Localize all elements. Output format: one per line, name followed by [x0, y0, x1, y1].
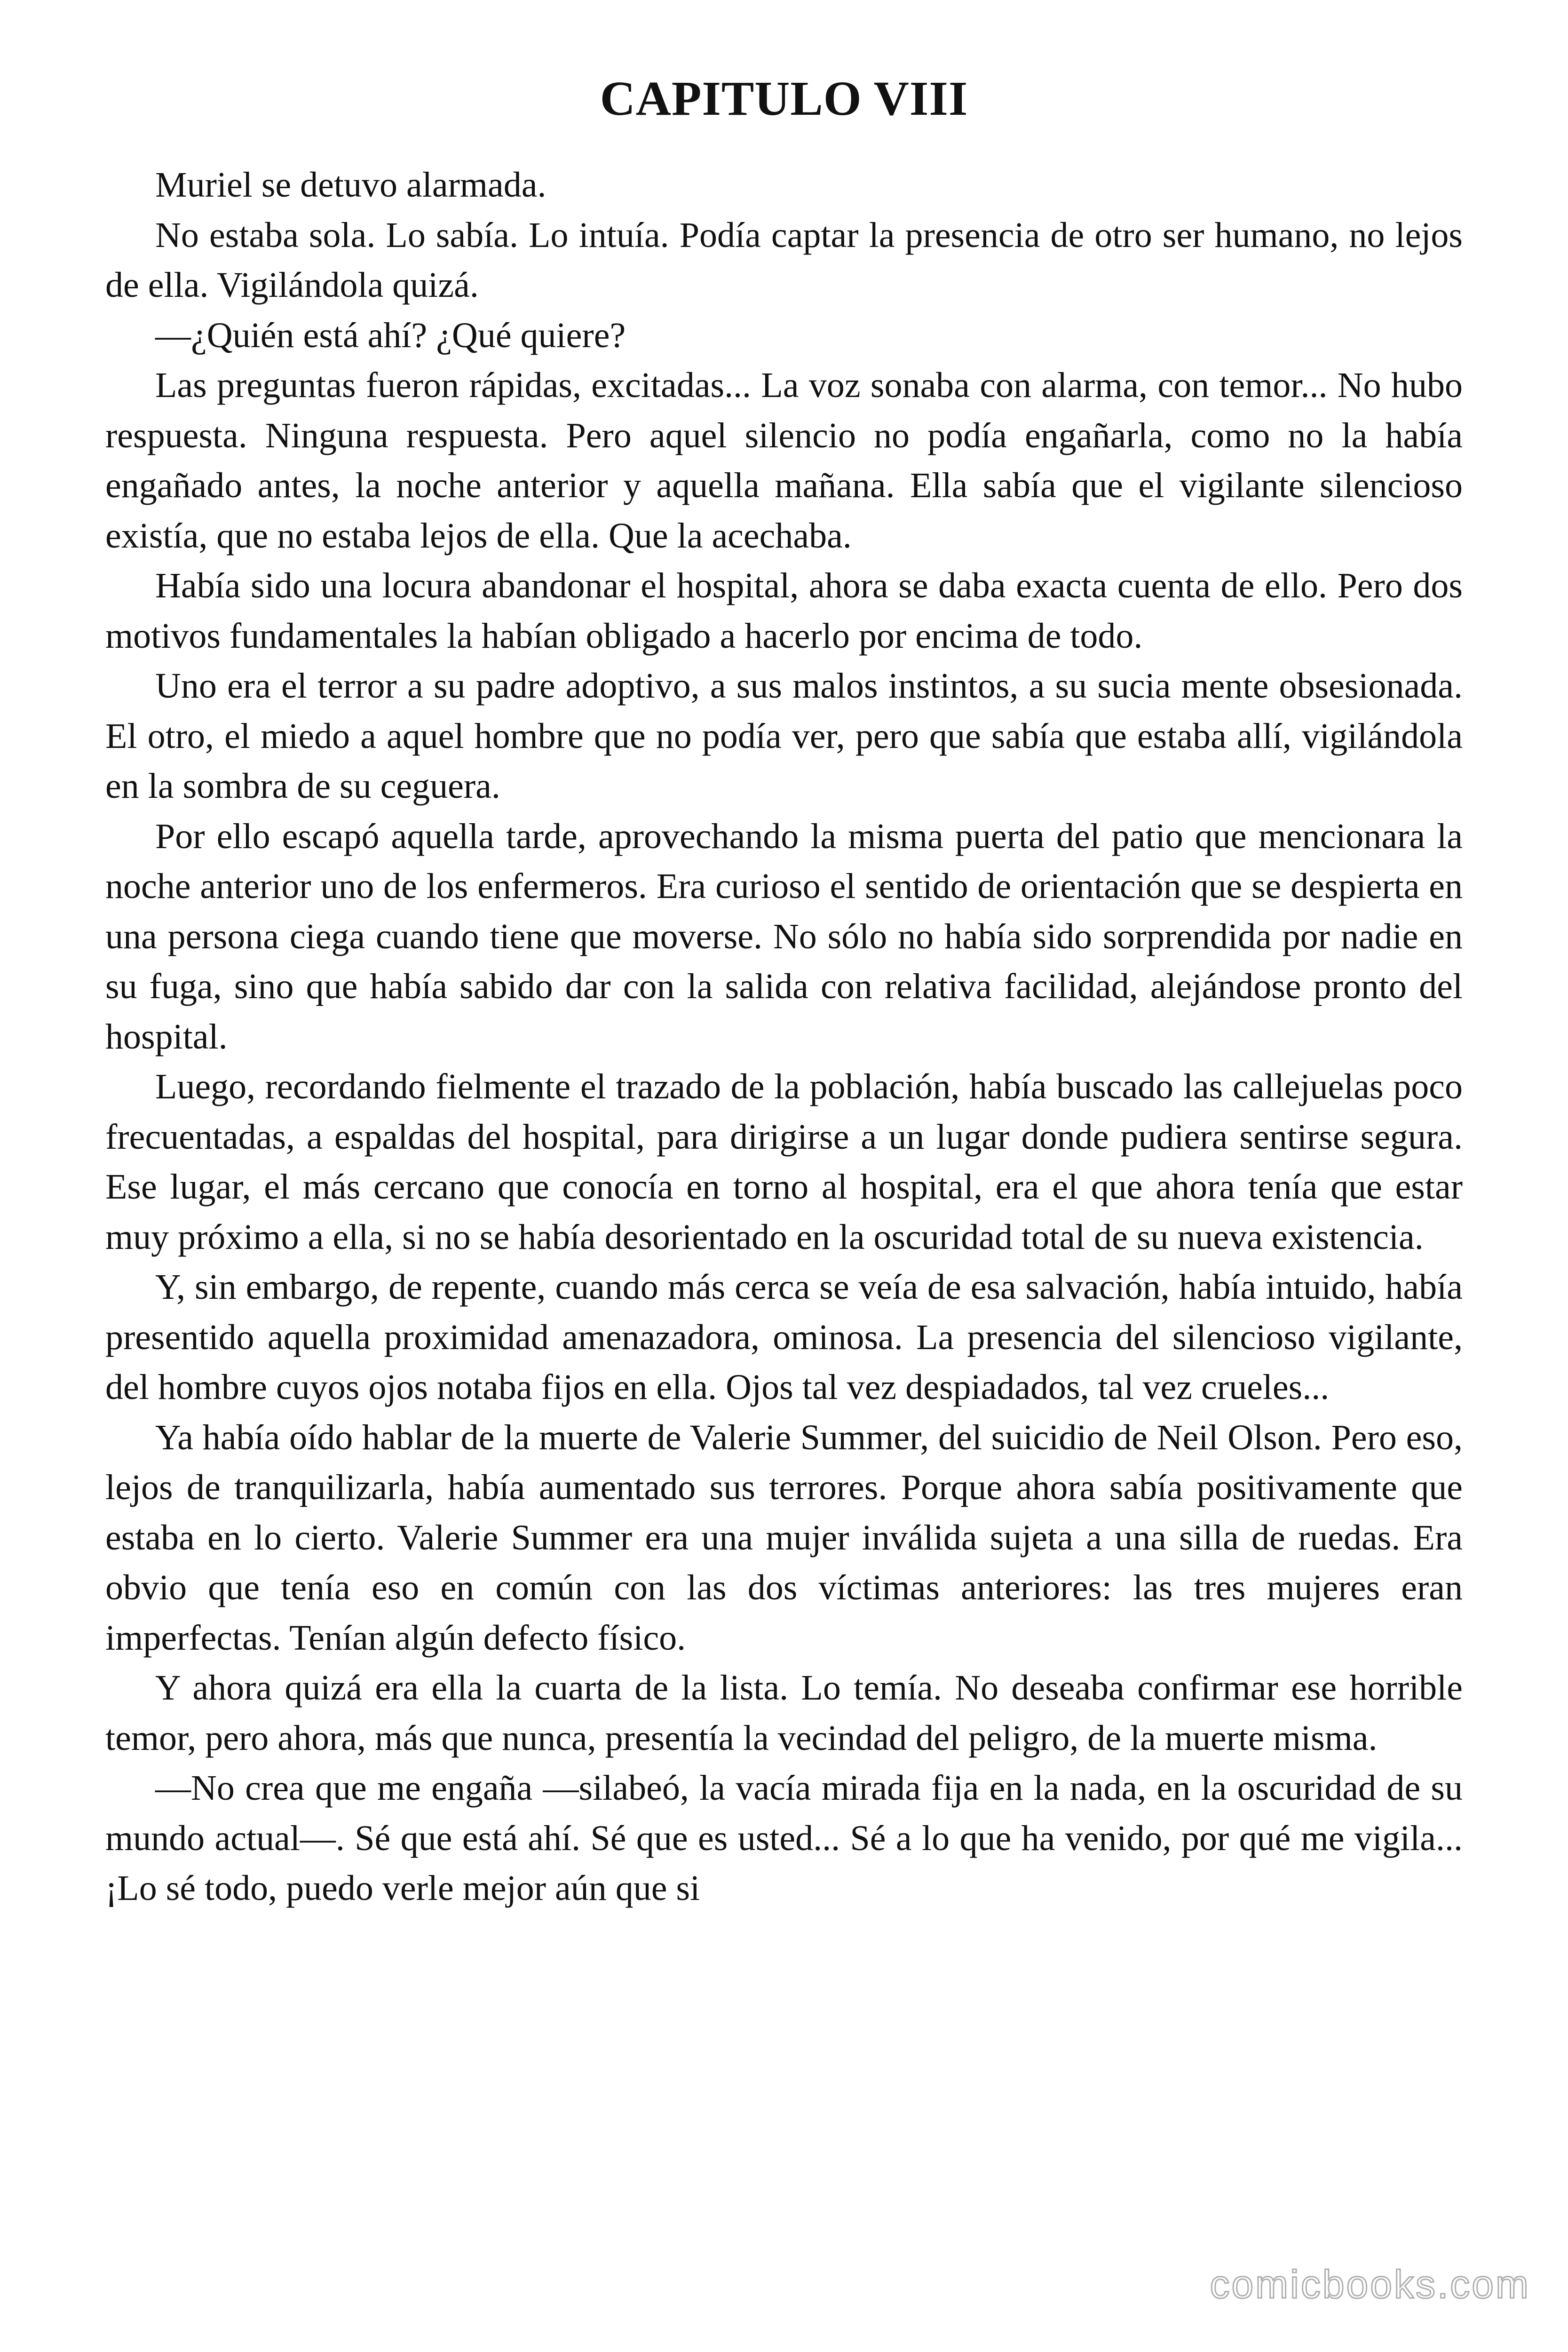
book-page [105, 71, 1463, 2338]
paragraph: Luego, recordando fielmente el trazado de la población, había buscado las callejuelas poco frecuentadas, a espaldas del hospital, para dirigirse a un lugar donde pudiera sentirse segura. Ese lugar, el más cercano que conocía en torno al hospital, era el que ahora tenía que estar muy próximo a ella, si no se había desorientado en la oscuridad total de su nueva existencia. [105, 1067, 1463, 1257]
paragraph: Las preguntas fueron rápidas, excitadas... La voz sonaba con alarma, con temor... No hubo respuesta. Ninguna respuesta. Pero aquel silencio no podía engañarla, como no la había engañado antes, la noche anterior y aquella mañana. Ella sabía que el vigilante silencioso existía, que no estaba lejos de ella. Que la acechaba. [105, 366, 1463, 556]
paragraph: No estaba sola. Lo sabía. Lo intuía. Podía captar la presencia de otro ser humano, no lejos de ella. Vigilándola quizá. [105, 215, 1463, 305]
paragraph: Uno era el terror a su padre adoptivo, a sus malos instintos, a su sucia mente obsesionada. El otro, el miedo a aquel hombre que no podía ver, pero que sabía que estaba allí, vigilándola en la sombra de su ceguera. [105, 666, 1463, 806]
chapter-title: CAPITULO VIII [600, 72, 968, 126]
paragraph: Había sido una locura abandonar el hospital, ahora se daba exacta cuenta de ello. Pero dos motivos fundamentales la habían obligado a hacerlo por encima de todo. [105, 566, 1463, 656]
paragraph: —No crea que me engaña —silabeó, la vacía mirada fija en la nada, en la oscuridad de su mundo actual—. Sé que está ahí. Sé que es usted... Sé a lo que ha venido, por qué me vigila... ¡Lo sé todo, puedo verle mejor aún que si [105, 1768, 1463, 1908]
paragraph: Y ahora quizá era ella la cuarta de la lista. Lo temía. No deseaba confirmar ese horrible temor, pero ahora, más que nunca, presentía la vecindad del peligro, de la muerte misma. [105, 1668, 1463, 1758]
paragraph: Por ello escapó aquella tarde, aprovechando la misma puerta del patio que mencionara la noche anterior uno de los enfermeros. Era curioso el sentido de orientación que se despierta en una persona ciega cuando tiene que moverse. No sólo no había sido sorprendida por nadie en su fuga, sino que había sabido dar con la salida con relativa facilidad, alejándose pronto del hospital. [105, 816, 1463, 1057]
paragraph: Y, sin embargo, de repente, cuando más cerca se veía de esa salvación, había intuido, había presentido aquella proximidad amenazadora, ominosa. La presencia del silencioso vigilante, del hombre cuyos ojos notaba fijos en ella. Ojos tal vez despiadados, tal vez crueles... [105, 1267, 1463, 1407]
paragraph: —¿Quién está ahí? ¿Qué quiere? [155, 315, 626, 355]
site-watermark: comicbooks.com [1210, 2262, 1530, 2306]
paragraph: Muriel se detuvo alarmada. [155, 165, 546, 205]
chapter-body [105, 160, 1463, 1914]
paragraph: Ya había oído hablar de la muerte de Valerie Summer, del suicidio de Neil Olson. Pero eso, lejos de tranquilizarla, había aumentado sus terrores. Porque ahora sabía positivamente que estaba en lo cierto. Valerie Summer era una mujer inválida sujeta a una silla de ruedas. Era obvio que tenía eso en común con las dos víctimas anteriores: las tres mujeres eran imperfectas. Tenían algún defecto físico. [105, 1417, 1463, 1658]
